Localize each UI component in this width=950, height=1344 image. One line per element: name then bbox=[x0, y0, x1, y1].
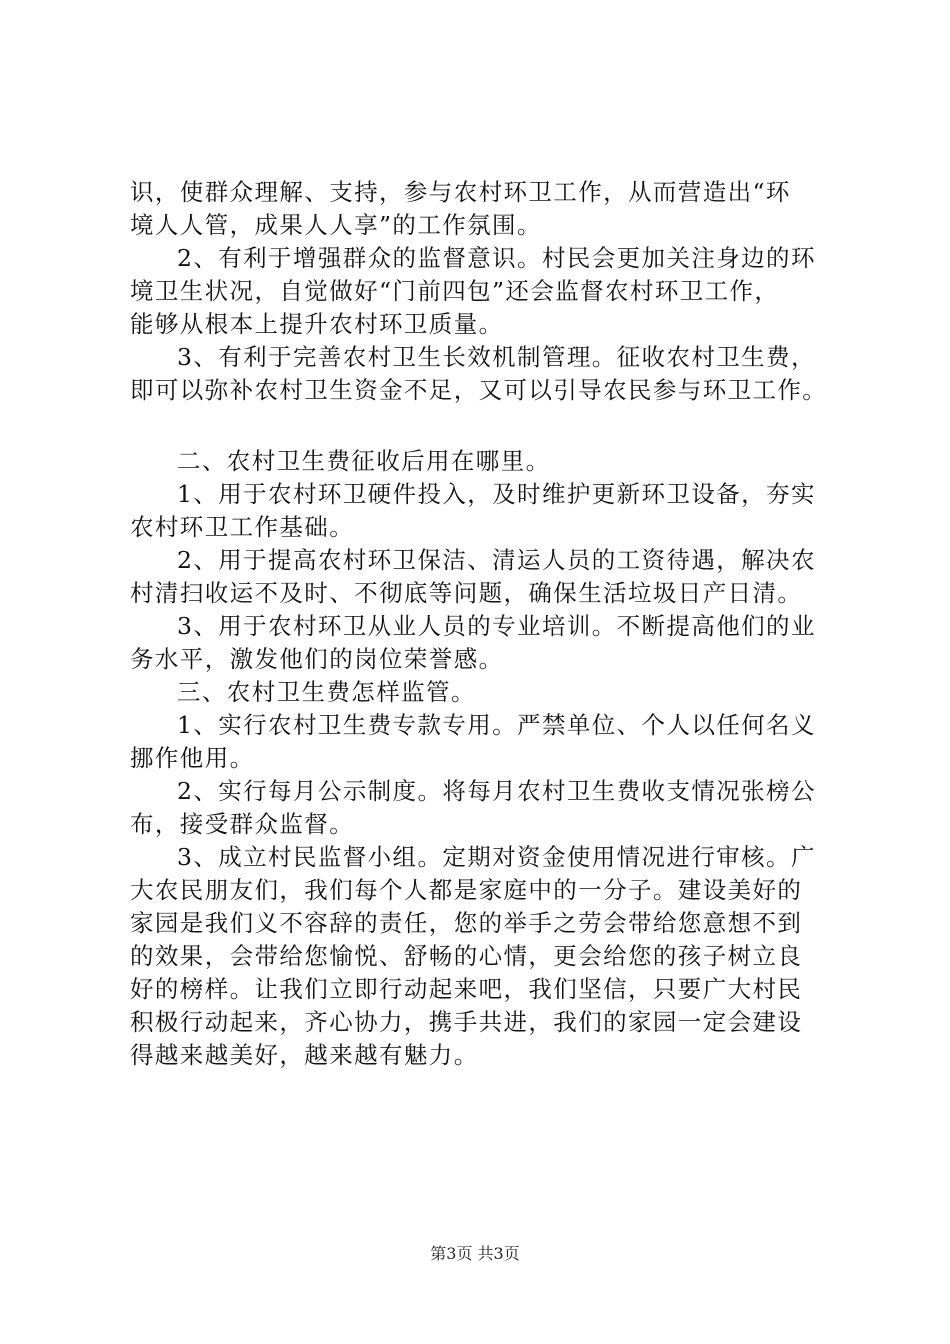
text-line: 能够从根本上提升农村环卫质量。 bbox=[130, 310, 504, 338]
text-line: 3、有利于完善农村卫生长效机制管理。征收农村卫生费， bbox=[177, 343, 816, 371]
text-line: 境人人管，成果人人享”的工作氛围。 bbox=[130, 211, 542, 239]
text-line: 布，接受群众监督。 bbox=[130, 810, 355, 838]
text-line: 家园是我们义不容辞的责任，您的举手之劳会带给您意想不到 bbox=[130, 909, 803, 937]
document-body bbox=[130, 176, 840, 1072]
text-line: 3、成立村民监督小组。定期对资金使用情况进行审核。广 bbox=[177, 843, 816, 871]
text-line: 2、用于提高农村环卫保洁、清运人员的工资待遇，解决农 bbox=[177, 546, 816, 574]
text-line: 大农民朋友们，我们每个人都是家庭中的一分子。建设美好的 bbox=[130, 876, 803, 904]
section-heading: 二、农村卫生费征收后用在哪里。 bbox=[177, 447, 551, 475]
text-line: 积极行动起来，齐心协力，携手共进，我们的家园一定会建设 bbox=[130, 1008, 803, 1036]
text-line: 务水平，激发他们的岗位荣誉感。 bbox=[130, 645, 504, 673]
text-line: 的效果，会带给您愉悦、舒畅的心情，更会给您的孩子树立良 bbox=[130, 942, 803, 970]
text-line: 境卫生状况，自觉做好“门前四包”还会监督农村环卫工作， bbox=[130, 277, 780, 305]
text-line: 得越来越美好，越来越有魅力。 bbox=[130, 1041, 479, 1069]
text-line: 村清扫收运不及时、不彻底等问题，确保生活垃圾日产日清。 bbox=[130, 579, 803, 607]
text-line: 好的榜样。让我们立即行动起来吧，我们坚信，只要广大村民 bbox=[130, 975, 803, 1003]
page-number-footer: 第3页 共3页 bbox=[430, 1244, 520, 1263]
text-line: 2、有利于增强群众的监督意识。村民会更加关注身边的环 bbox=[177, 244, 816, 272]
text-line: 农村环卫工作基础。 bbox=[130, 513, 355, 541]
text-line: 挪作他用。 bbox=[130, 744, 255, 772]
paragraph-gap bbox=[130, 407, 840, 445]
text-line: 1、用于农村环卫硬件投入，及时维护更新环卫设备，夯实 bbox=[177, 480, 816, 508]
text-line: 识，使群众理解、支持，参与农村环卫工作，从而营造出“环 bbox=[130, 178, 791, 206]
text-line: 3、用于农村环卫从业人员的专业培训。不断提高他们的业 bbox=[177, 612, 816, 640]
text-line: 即可以弥补农村卫生资金不足，又可以引导农民参与环卫工作。 bbox=[130, 376, 828, 404]
section-heading: 三、农村卫生费怎样监管。 bbox=[177, 678, 476, 706]
text-line: 1、实行农村卫生费专款专用。严禁单位、个人以任何名义 bbox=[177, 711, 816, 739]
text-line: 2、实行每月公示制度。将每月农村卫生费收支情况张榜公 bbox=[177, 777, 816, 805]
